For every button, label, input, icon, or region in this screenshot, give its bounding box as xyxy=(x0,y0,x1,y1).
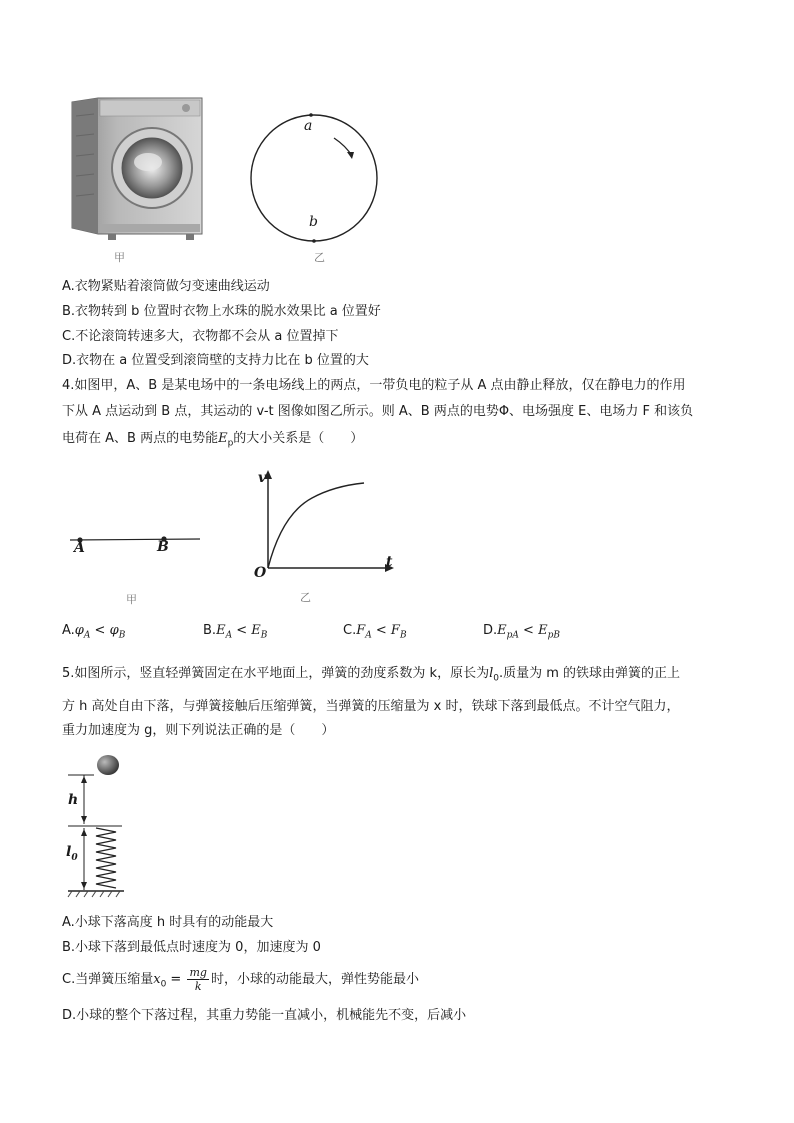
point-b-label: b xyxy=(309,214,318,230)
drum-circle-figure xyxy=(244,110,384,260)
vt-curve xyxy=(268,483,364,568)
field-line-figure xyxy=(66,530,206,560)
vt-axis-t-label: t xyxy=(386,554,393,570)
q5-option-a: A.小球下落高度 h 时具有的动能最大 xyxy=(62,915,274,930)
q5-option-d: D.小球的整个下落过程，其重力势能一直减小，机械能先不变，后减小 xyxy=(62,1008,467,1023)
q5-option-c: C.当弹簧压缩量$x_0$ = $\frac{mg}{k}$ 时，小球的动能最大，弹性势能最小 xyxy=(62,966,419,993)
height-h-label: h xyxy=(68,792,79,808)
q5-stem-line2: 方 h 高处自由下落，与弹簧接触后压缩弹簧，当弹簧的压缩量为 x 时，铁球下落到最低点。不计空气阻力， xyxy=(62,699,680,714)
spring xyxy=(96,828,116,888)
vt-origin-label: O xyxy=(254,565,267,581)
drum-circle-diagram xyxy=(244,110,384,260)
fraction-mg-over-k: $\frac{mg}{k}$ xyxy=(189,966,207,993)
q4-stem-line3: 电荷在 A、B 两点的电势能$E_p$的大小关系是（ ） xyxy=(62,431,364,449)
vt-graph-figure xyxy=(252,468,398,580)
q3-option-a: A.衣物紧贴着滚筒做匀变速曲线运动 xyxy=(62,279,270,294)
q4-option-a: $A.\varphi_A < \varphi_B$ xyxy=(62,623,126,641)
point-a-label: a xyxy=(304,118,313,134)
washing-machine-image xyxy=(68,96,204,246)
q5-stem-line1: 5.如图所示，竖直轻弹簧固定在水平地面上，弹簧的劲度系数为 k，原长为$l_0$.质量为 m 的铁球由弹簧的正上 xyxy=(62,666,681,684)
field-point-b-label: B xyxy=(157,539,169,555)
q4-option-c: $C.F_A < F_B$ xyxy=(343,623,407,641)
iron-ball xyxy=(97,755,119,775)
q3-option-d: D.衣物在 a 位置受到滚筒壁的支持力比在 b 位置的大 xyxy=(62,353,369,368)
washing-machine-figure xyxy=(68,96,204,246)
q5-option-b: B.小球下落到最低点时速度为 0，加速度为 0 xyxy=(62,940,321,955)
q3-option-c: C.不论滚筒转速多大，衣物都不会从 a 位置掉下 xyxy=(62,329,339,344)
vt-axis-v-label: v xyxy=(258,470,267,486)
q4-figure-a-caption: 甲 xyxy=(126,593,137,606)
spring-ball-diagram xyxy=(64,752,134,898)
q3-figure-a-caption: 甲 xyxy=(114,251,125,264)
q4-figure-b-caption: 乙 xyxy=(300,591,311,604)
q4-stem-line2: 下从 A 点运动到 B 点，其运动的 v-t 图像如图乙所示。则 A、B 两点的电势Φ、电场强度 E、电场力 F 和该负 xyxy=(62,404,694,419)
field-line-diagram xyxy=(66,530,206,560)
q4-stem-line1: 4.如图甲，A、B 是某电场中的一条电场线上的两点，一带负电的粒子从 A 点由静止释放，仅在静电力的作用 xyxy=(62,378,686,393)
q4-option-b: $B.E_A < E_B$ xyxy=(203,623,268,641)
vt-graph xyxy=(252,468,398,580)
spring-ball-figure xyxy=(64,752,134,898)
field-point-a-label: A xyxy=(74,540,85,556)
length-l0-label: $l_0$ xyxy=(66,844,78,863)
q4-option-d: $D.E_{pA} < E_{pB}$ xyxy=(483,623,560,641)
q3-figure-b-caption: 乙 xyxy=(314,251,325,264)
q3-option-b: B.衣物转到 b 位置时衣物上水珠的脱水效果比 a 位置好 xyxy=(62,304,381,319)
q5-stem-line3: 重力加速度为 g，则下列说法正确的是（ ） xyxy=(62,723,335,738)
